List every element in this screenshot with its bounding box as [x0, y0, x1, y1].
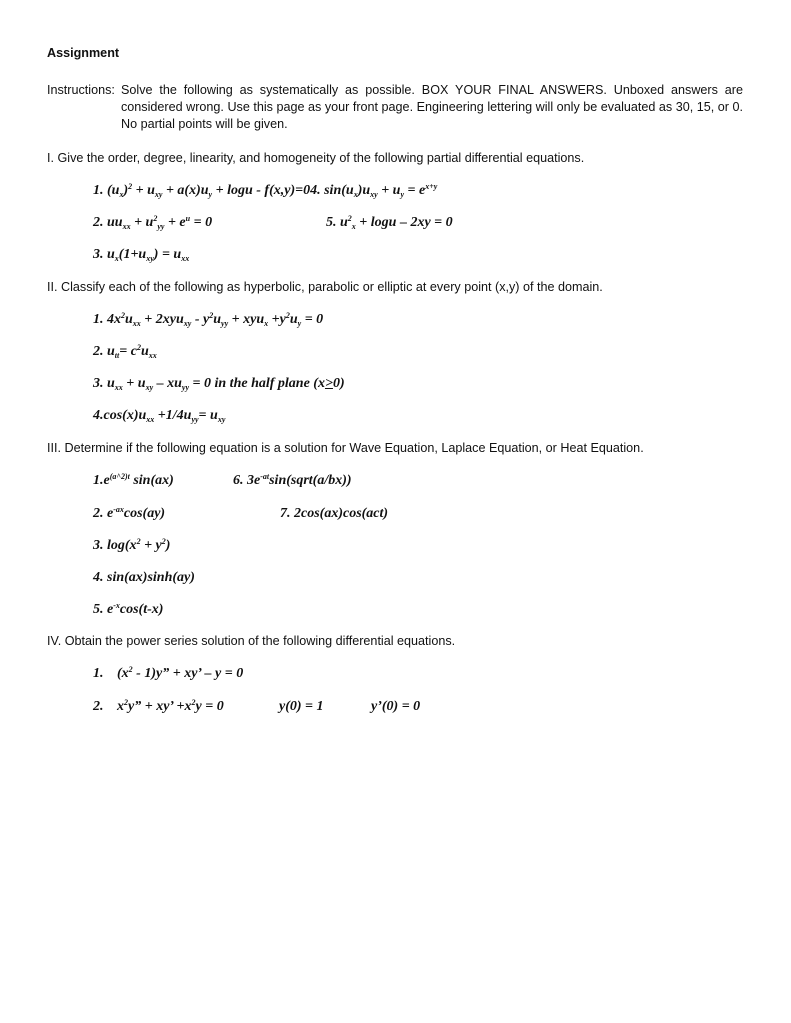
instructions-label: Instructions:: [47, 83, 115, 97]
equation-iii-5: 5. $e^{-x}\cos(t-x)$: [93, 601, 164, 617]
equation-i-5: 5. $u^2_x + \log u - 2xy = 0$: [326, 214, 453, 231]
equation-iv-2-number: 2.: [93, 699, 104, 714]
equation-iv-2: $x^2y$” + xy’ $+x^2y = 0$: [117, 698, 224, 714]
section-i-heading: I. Give the order, degree, linearity, and homogeneity of the following partial differential equations.: [47, 151, 585, 165]
equation-iii-2: 2. $e^{-ax}\cos(ay)$: [93, 505, 166, 521]
instructions-text: Solve the following as systematically as possible. BOX YOUR FINAL ANSWERS. Unboxed answers are considered wrong. Use this page as your front page. Engineering lettering will only be evaluated as 30, 15, or 0. No partial points will be given.: [121, 83, 743, 131]
section-iii-heading: III. Determine if the following equation is a solution for Wave Equation, Laplace Equation, or Heat Equation.: [47, 441, 644, 455]
equation-iii-6: 6. $3e^{-at}\sin(sqrt(a/bx))$: [233, 472, 352, 488]
section-ii-heading: II. Classify each of the following as hyperbolic, parabolic or elliptic at every point (x,y) of the domain.: [47, 280, 603, 294]
assignment-title: Assignment: [47, 46, 120, 60]
section-iv-heading: IV. Obtain the power series solution of the following differential equations.: [47, 634, 456, 648]
instructions-block: [47, 82, 743, 133]
equation-i-3: 3. $u_x(1+u_{xy}) = u_{xx}$: [93, 247, 190, 263]
equation-ii-3: 3. $u_{xx} + u_{xy} - xu_{yy} = 0$ in the half plane (x>0): [93, 376, 345, 392]
equation-i-2: 2. $uu_{xx} + u^2_{yy} + e^u = 0$: [93, 214, 213, 231]
equation-iii-4: 4. sin(ax)sinh(ay): [93, 570, 195, 585]
equation-i-1: 1. $(u_x)^2 + u_{xy} + a(x)u_y + \log u - f(x,y)=04$. $\sin(u_x)u_{xy} + u_y = e^{x+y}$: [93, 182, 438, 199]
initial-condition-y0: y(0) = 1: [279, 699, 324, 714]
equation-iii-7: 7. 2cos(ax)cos(act): [280, 506, 389, 521]
equation-ii-2: 2. $u_{tt}= c^2u_{xx}$: [93, 343, 157, 360]
equation-ii-1: 1. $4x^2u_{xx} + 2xyu_{xy} - y^2u_{yy} + xyu_x +y^2u_y = 0$: [93, 311, 324, 328]
equation-iii-3: 3. $\log(x^2 + y^2)$: [93, 537, 171, 553]
equation-ii-4: $4.\cos(x)u_{xx} +1/4u_{yy}= u_{xy}$: [93, 408, 226, 424]
equation-iv-1: $(x^2 - 1)y$” + xy’ – y = 0: [117, 665, 244, 681]
equation-iii-1: $1.e^{(a\^{}2)t}$ sin(ax): [93, 472, 174, 488]
equation-iv-1-number: 1.: [93, 666, 104, 681]
initial-condition-yprime0: y’(0) = 0: [371, 699, 421, 714]
